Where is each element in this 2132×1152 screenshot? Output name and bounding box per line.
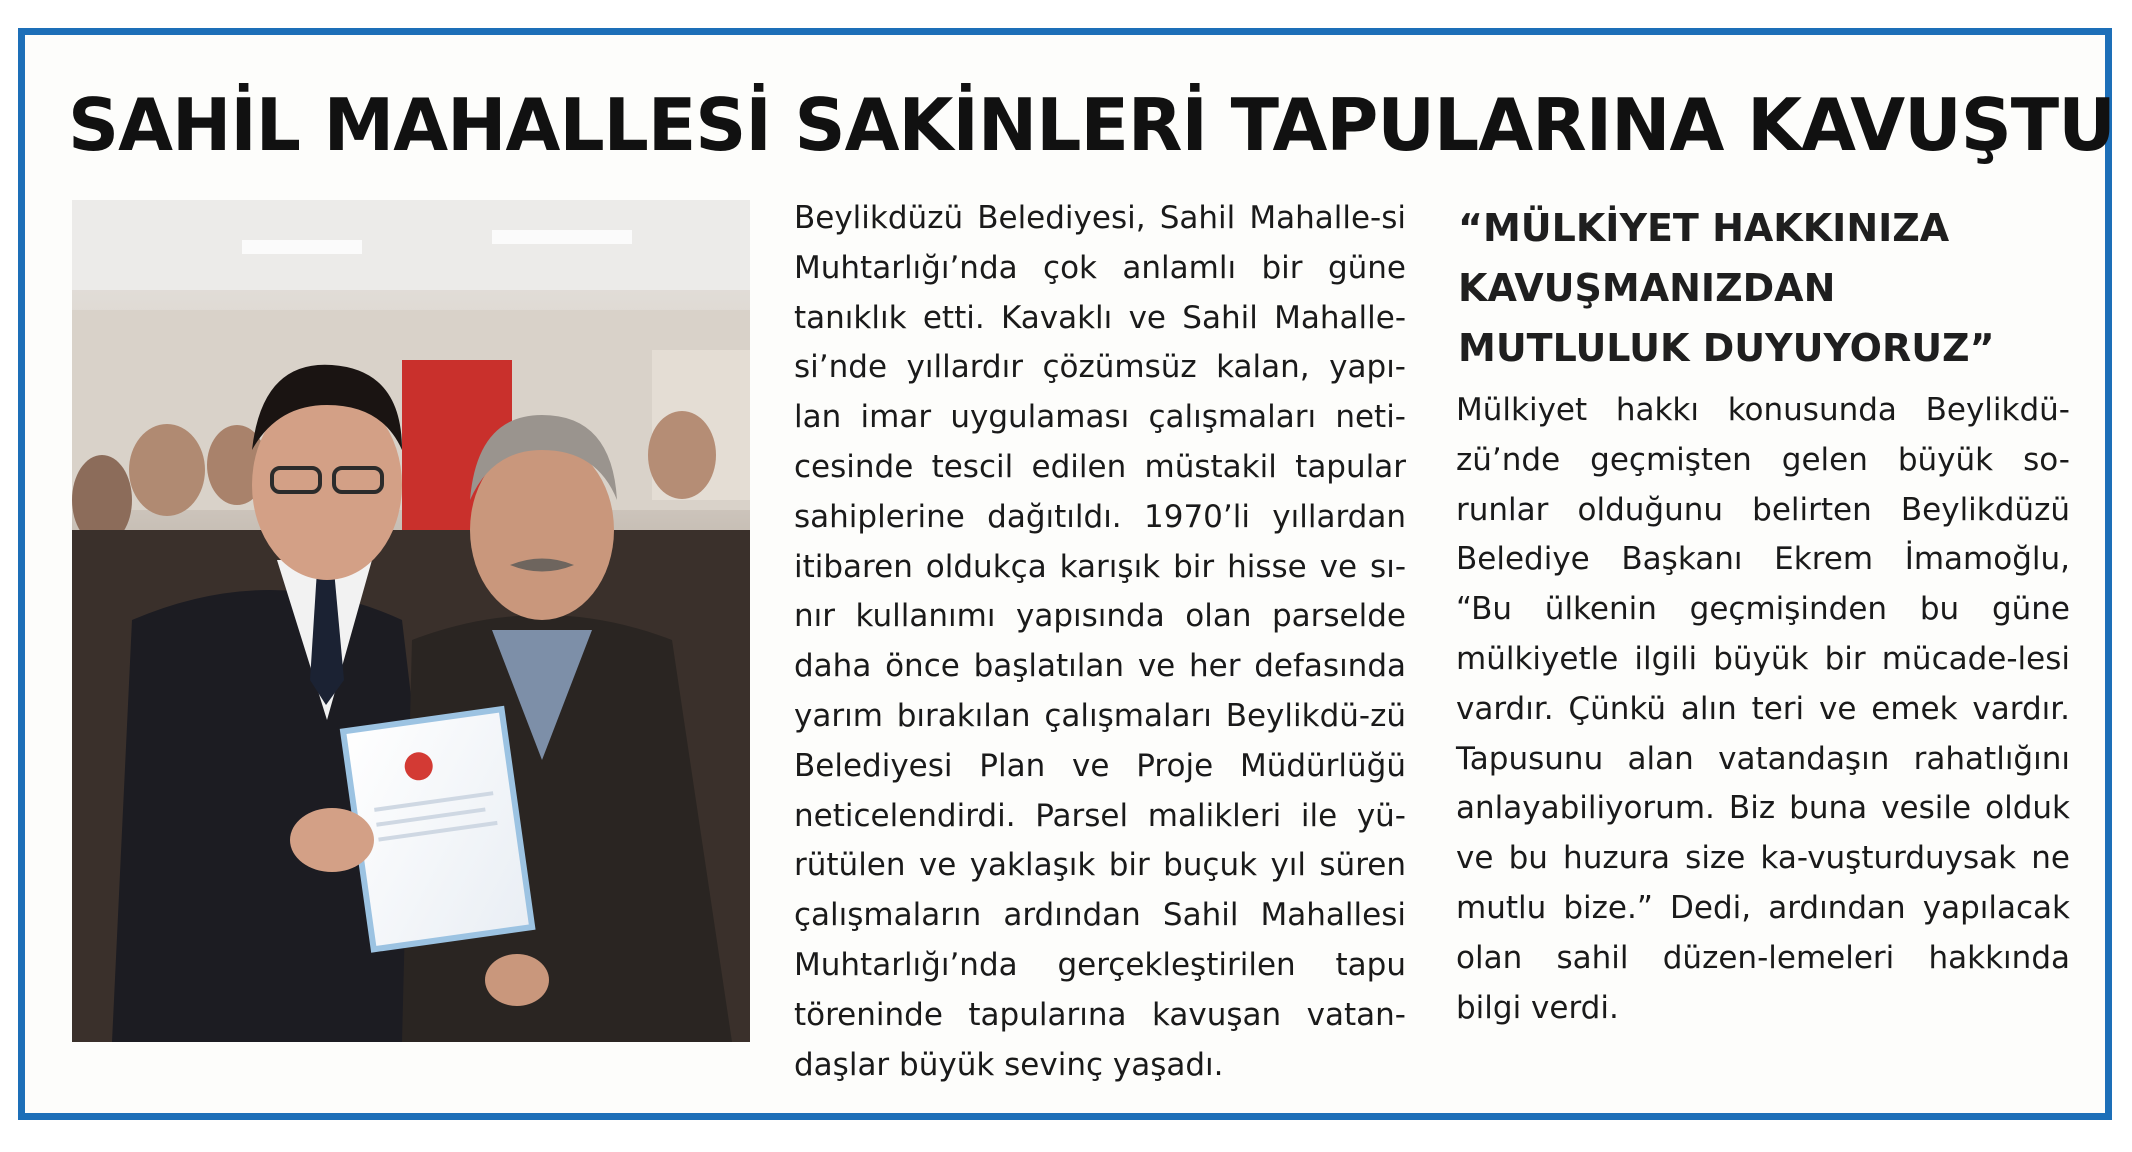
article-body-left: Beylikdüzü Belediyesi, Sahil Mahalle-si Muhtarlığı’nda çok anlamlı bir güne tanıklık etti. Kavaklı ve Sahil Mahalle-si’nde yıllardır çözümsüz kalan, yapı-lan imar uygulaması çalışmaları neti-cesinde tescil edilen müstakil tapular sahiplerine dağıtıldı. 1970’li yıllardan itibaren oldukça karışık bir hisse ve sı-nır kullanımı yapısında olan parselde daha önce başlatılan ve her defasında yarım bırakılan çalışmaları Beylikdü-zü Belediyesi Plan ve Proje Müdürlüğü neticelendirdi. Parsel malikleri ile yü-rütülen ve yaklaşık bir buçuk yıl süren çalışmaların ardından Sahil Mahallesi Muhtarlığı’nda gerçekleştirilen tapu töreninde tapularına kavuşan vatan-daşlar büyük sevinç yaşadı. <box>794 200 1406 1083</box>
article-body-right: Mülkiyet hakkı konusunda Beylikdü-zü’nde geçmişten gelen büyük so-runlar olduğunu belirten Beylikdüzü Belediye Başkanı Ekrem İmamoğlu, “Bu ülkenin geçmişinden bu güne mülkiyetle ilgili büyük bir mücade-lesi vardır. Çünkü alın teri ve emek vardır. Tapusunu alan vatandaşın rahatlığını anlayabiliyorum. Biz buna vesile olduk ve bu huzura size ka-vuşturduysak ne mutlu bize.” Dedi, ardından yapılacak olan sahil düzen-lemeleri hakkında bilgi verdi. <box>1456 392 2070 1026</box>
headline: SAHİL MAHALLESİ SAKİNLERİ TAPULARINA KAVUŞTU <box>68 83 2115 167</box>
article-photo <box>72 200 750 1042</box>
subheadline: “MÜLKİYET HAKKINIZA KAVUŞMANIZDAN MUTLULUK DUYUYORUZ” <box>1458 206 1995 370</box>
